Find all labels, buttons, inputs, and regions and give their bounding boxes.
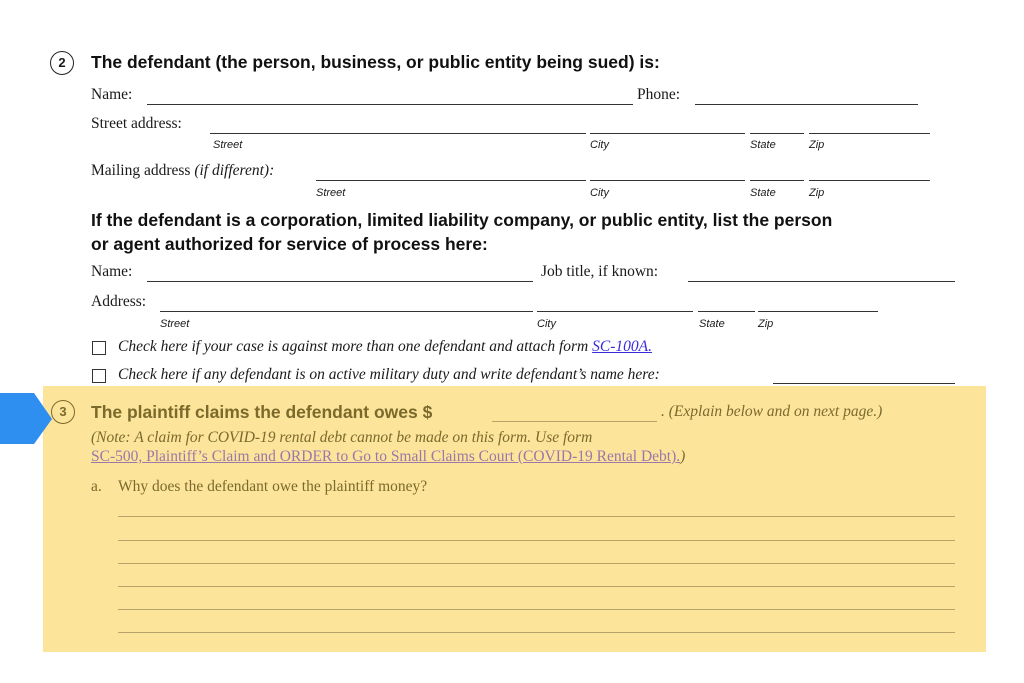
mailing-state-field[interactable]: [750, 180, 804, 181]
agent-street-field[interactable]: [160, 311, 533, 312]
agent-name-label: Name:: [91, 263, 133, 280]
name-label: Name:: [91, 86, 133, 103]
zip-sublabel: Zip: [758, 318, 774, 330]
job-title-field[interactable]: [688, 281, 955, 282]
name-field[interactable]: [147, 104, 633, 105]
sc-100a-link[interactable]: SC-100A.: [592, 338, 652, 355]
covid-note-link-line: [91, 448, 685, 466]
zip-sublabel: Zip: [809, 187, 825, 199]
answer-line[interactable]: [118, 586, 955, 587]
phone-field[interactable]: [695, 104, 918, 105]
answer-line[interactable]: [118, 632, 955, 633]
check1-label: Check here if your case is against more than one defendant and attach form: [118, 338, 589, 355]
zip-sublabel: Zip: [809, 139, 825, 151]
multiple-defendants-checkbox[interactable]: [92, 341, 106, 355]
mailing-street-field[interactable]: [316, 180, 586, 181]
military-duty-text: Check here if any defendant is on active military duty and write defendant’s name here:: [118, 366, 660, 383]
street-field[interactable]: [210, 133, 586, 134]
item-a-question: Why does the defendant owe the plaintiff money?: [118, 478, 428, 495]
corp-heading-line2: or agent authorized for service of process here:: [91, 234, 488, 254]
mailing-address-label: [91, 162, 274, 180]
street-sublabel: Street: [213, 139, 243, 151]
section-3-heading: The plaintiff claims the defendant owes $: [91, 402, 433, 422]
street-address-label: Street address:: [91, 115, 182, 132]
city-field[interactable]: [590, 133, 745, 134]
city-sublabel: City: [537, 318, 556, 330]
state-sublabel: State: [750, 139, 776, 151]
corp-heading-line1: If the defendant is a corporation, limited liability company, or public entity, list the person: [91, 210, 833, 230]
state-field[interactable]: [750, 133, 804, 134]
military-duty-checkbox[interactable]: [92, 369, 106, 383]
phone-label: Phone:: [637, 86, 681, 103]
military-defendant-name-field[interactable]: [773, 383, 955, 384]
state-sublabel: State: [750, 187, 776, 199]
street-sublabel: Street: [316, 187, 346, 199]
agent-name-field[interactable]: [147, 281, 533, 282]
zip-field[interactable]: [809, 133, 930, 134]
state-sublabel: State: [699, 318, 725, 330]
answer-line[interactable]: [118, 540, 955, 541]
answer-line[interactable]: [118, 609, 955, 610]
section-3-highlight: [43, 386, 986, 652]
covid-note: (Note: A claim for COVID-19 rental debt cannot be made on this form. Use form: [91, 429, 593, 446]
sc-500-link[interactable]: SC-500, Plaintiff’s Claim and ORDER to Go to Small Claims Court (COVID-19 Rental Debt).: [91, 448, 681, 465]
item-a-letter: a.: [91, 478, 102, 495]
current-section-marker-icon: [0, 393, 54, 445]
mailing-qualifier: (if different):: [194, 162, 275, 179]
answer-line[interactable]: [118, 563, 955, 564]
section-2-number: 2: [50, 51, 74, 75]
mailing-label-text: Mailing address: [91, 162, 191, 179]
city-sublabel: City: [590, 139, 609, 151]
agent-address-label: Address:: [91, 293, 147, 310]
mailing-zip-field[interactable]: [809, 180, 930, 181]
answer-line[interactable]: [118, 516, 955, 517]
agent-city-field[interactable]: [537, 311, 693, 312]
explain-note: . (Explain below and on next page.): [661, 403, 883, 420]
multiple-defendants-text: [118, 338, 652, 356]
section-2-heading: The defendant (the person, business, or public entity being sued) is:: [91, 52, 660, 72]
street-sublabel: Street: [160, 318, 190, 330]
agent-zip-field[interactable]: [758, 311, 878, 312]
city-sublabel: City: [590, 187, 609, 199]
agent-state-field[interactable]: [698, 311, 755, 312]
job-title-label: Job title, if known:: [541, 263, 659, 280]
note-end: ): [680, 448, 686, 465]
amount-owed-field[interactable]: [492, 421, 657, 422]
section-3-number: 3: [51, 400, 75, 424]
mailing-city-field[interactable]: [590, 180, 745, 181]
